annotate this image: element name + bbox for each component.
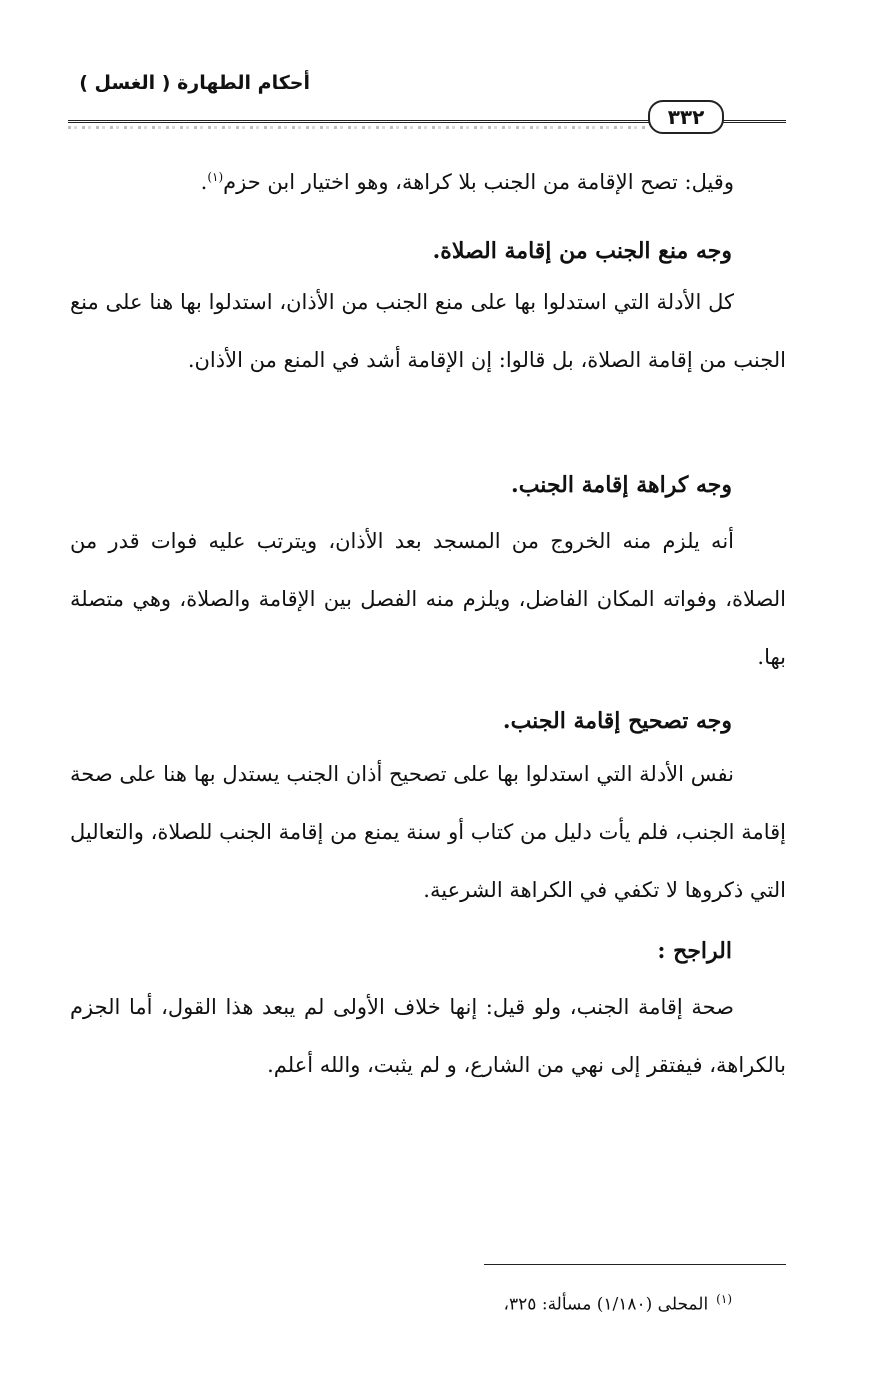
running-title: أحكام الطهارة ( الغسل ) [79,72,310,94]
section-heading-preponderant: الراجح : [657,938,732,964]
section-paragraph-preponderant [70,978,786,1094]
section-heading-validity: وجه تصحيح إقامة الجنب. [502,708,732,734]
paragraph-text: نفس الأدلة التي استدلوا بها على تصحيح أذان الجنب يستدل بها هنا على صحة إقامة الجنب، فلم يأت دليل من كتاب أو سنة يمنع من إقامة الجنب للصلاة، والتعاليل التي ذكروها لا تكفي في الكراهة الشرعية. [70,762,786,902]
footnote-item [300,1292,732,1315]
opening-text: وقيل: تصح الإقامة من الجنب بلا كراهة، وهو اختيار ابن حزم [223,170,734,194]
footnote-separator [484,1264,786,1265]
section-paragraph-prohibition [70,273,786,389]
paragraph-text: أنه يلزم منه الخروج من المسجد بعد الأذان، ويترتب عليه فوات قدر من الصلاة، وفواته المكان الفاضل، ويلزم منه الفصل بين الإقامة والصلاة، وهي متصلة بها. [70,529,786,669]
section-heading-dislike: وجه كراهة إقامة الجنب. [511,472,732,498]
footnote-text: المحلى (١/١٨٠) مسألة: ٣٢٥، [503,1294,709,1315]
section-paragraph-validity [70,745,786,919]
footnote-reference[interactable]: (١) [207,170,224,184]
page-number: ٣٣٢ [648,100,724,134]
opening-end: . [200,170,208,194]
section-heading-prohibition: وجه منع الجنب من إقامة الصلاة. [432,238,732,264]
paragraph-text: صحة إقامة الجنب، ولو قيل: إنها خلاف الأولى لم يبعد هذا القول، أما الجزم بالكراهة، فيفتقر إلى نهي من الشارع، و لم يثبت، والله أعلم. [70,995,786,1077]
paragraph-text: كل الأدلة التي استدلوا بها على منع الجنب من الأذان، استدلوا بها هنا على منع الجنب من إقامة الصلاة، بل قالوا: إن الإقامة أشد في المنع من الأذان. [70,290,786,372]
section-paragraph-dislike [70,512,786,686]
footnote-mark: (١) [716,1292,732,1306]
opening-paragraph [70,153,786,211]
header-rule-texture [68,126,648,129]
